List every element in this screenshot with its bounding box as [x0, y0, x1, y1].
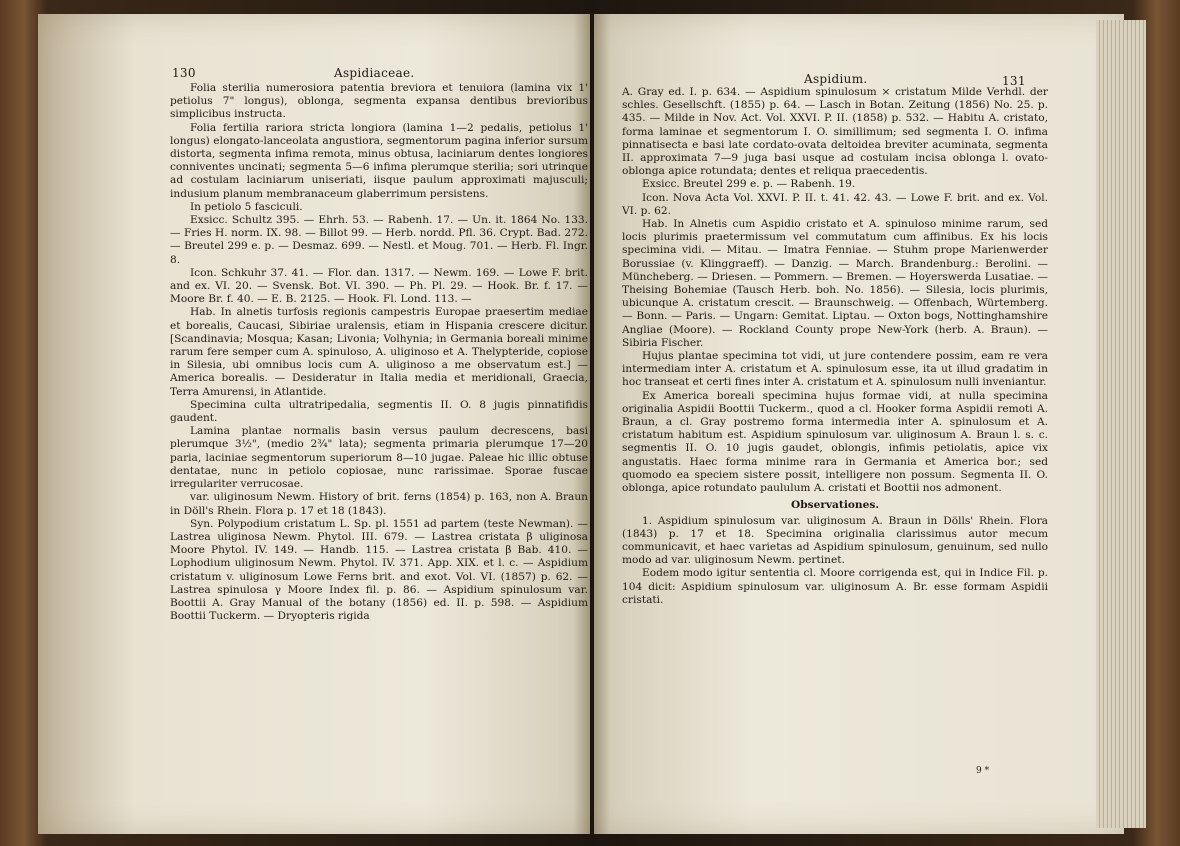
paragraph: Specimina culta ultratripedalia, segmentis II. O. 8 jugis pinnatifidis gaudent. [170, 398, 588, 425]
page-number-right: 131 [1002, 74, 1026, 88]
paragraph: Exsicc. Breutel 299 e. p. — Rabenh. 19. [642, 178, 856, 191]
paragraph: var. uliginosum Newm. History of brit. ferns (1854) p. 163, non A. Braun in Döll's Rhein. Flora p. 17 et 18 (1843). [170, 491, 588, 517]
running-title-left: Aspidiaceae. [334, 66, 415, 80]
paragraph: Folia fertilia rariora stricta longiora (lamina 1—2 pedalis, petiolus 1' longus) elongato-lanceolata angustiora, segmentorum pagina inferior sursum distorta, segmenta infima remota, minus obtusa, laciniarum dentes longiores conniventes uncinati; segmenta 5—6 infima plerumque sterilia; sori utrinque ad costulam laciniarum uniseriati, iisque paulum approximati majusculi; indusium planum membranaceum glaberrimum persistens. [170, 121, 588, 200]
paragraph: Hab. In alnetis turfosis regionis campestris Europae praesertim mediae et borealis, Caucasi, Sibiriae uralensis, etiam in Hispania crescere dicitur. [Scandinavia; Mosqua; Kasan; Livonia; Volhynia; in Germania boreali minime rarum fere semper cum A. spinuloso, A. uliginoso et A. Thelypteride, copiose in Silesia, ubi omnibus locis cum A. uliginoso a me observatum est.] — America borealis. — Desideratur in Italia media et meridionali, Graecia, Terra Amurensi, in Atlantide. [170, 306, 588, 398]
paragraph: In petiolo 5 fasciculi. [190, 200, 303, 213]
paragraph: Icon. Nova Acta Vol. XXVI. P. II. t. 41. 42. 43. — Lowe F. brit. and ex. Vol. VI. p. 62. [622, 191, 1048, 217]
paragraph: Lamina plantae normalis basin versus paulum decrescens, basi plerumque 3½", (medio 2¾" lata); segmenta primaria plerumque 17—20 paria, laciniae segmentorum superiorum 8—10 jugae. Paleae hic illic obtuse dentatae, nunc in petiolo copiosae, nunc rarissimae. Sporae fuscae irregulariter verrucosae. [170, 425, 588, 491]
paragraph: Hujus plantae specimina tot vidi, ut jure contendere possim, eam re vera intermediam inter A. cristatum et A. spinulosum esse, ita ut illud gradatim in hoc transeat et certi fines inter A. cristatum et A. spinulosum nulli inveniantur. [622, 350, 1048, 389]
observation: Eodem modo igitur sententia cl. Moore corrigenda est, qui in Indice Fil. p. 104 dicit: Aspidium spinulosum var. uliginosum A. Br. esse formam Aspidii cristati. [622, 567, 1048, 606]
paragraph: Exsicc. Schultz 395. — Ehrh. 53. — Rabenh. 17. — Un. it. 1864 No. 133. — Fries H. norm. IX. 98. — Billot 99. — Herb. nordd. Pfl. 36. Crypt. Bad. 272. — Breutel 299 e. p. — Desmaz. 699. — Nestl. et Moug. 701. — Herb. Fl. Ingr. 8. [170, 214, 588, 266]
paragraph: Hab. In Alnetis cum Aspidio cristato et A. spinuloso minime rarum, sed locis plurimis praetermissum vel commutatum cum affinibus. Ex his locis specimina vidi. — Mitau. — Imatra Fenniae. — Stuhm prope Marienwerder Borussiae (v. Klinggraeff). — Danzig. — March. Brandenburg.: Berolini. — Müncheberg. — Driesen. — Pommern. — Bremen. — Hoyerswerda Lusatiae. — Theising Bohemiae (Tausch Herb. boh. No. 1856). — Silesia, locis plurimis, ubicunque A. cristatum crescit. — Braunschweig. — Offenbach, Würtemberg. — Bonn. — Paris. — Ungarn: Gemitat. Liptau. — Oxton bogs, Nottinghamshire Angliae (Moore). — Rockland County prope New-York (herb. A. Braun). — Sibiria Fischer. [622, 218, 1048, 349]
left-page [38, 14, 590, 834]
page-number-left: 130 [172, 66, 196, 80]
paragraph: Folia sterilia numerosiora patentia breviora et tenuiora (lamina vix 1' petiolus 7" longus), oblonga, segmenta expansa dentibus brevioribus simplicibus instructa. [170, 82, 588, 121]
paragraph: Ex America boreali specimina hujus formae vidi, at nulla specimina originalia Aspidii Boottii Tuckerm., quod a cl. Hooker forma Aspidii remoti A. Braun, a cl. Gray postremo forma intermedia inter A. spinulosum et A. cristatum habitum est. Aspidium spinulosum var. uliginosum A. Braun l. s. c. segmentis II. O. 10 jugis gaudet, oblongis, infimis petiolatis, apice vix angustatis. Haec forma minime rara in Germania et America bor.; sed quomodo ea speciem sistere possit, intelligere non possum. Segmenta II. O. oblonga, apice rotundato paululum A. cristati et Boottii nos admonent. [622, 389, 1048, 495]
right-body [622, 86, 1048, 607]
page-edges [1096, 20, 1146, 828]
paragraph: A. Gray ed. I. p. 634. — Aspidium spinulosum × cristatum Milde Verhdl. der schles. Gesellschft. (1855) p. 64. — Lasch in Botan. Zeitung (1856) No. 25. p. 435. — Milde in Nov. Act. Vol. XXVI. P. II. (1858) p. 532. — Habitu A. cristato, forma laminae et segmentorum I. O. simillimum; sed segmenta I. O. infima pinnatisecta e basi late cordato-ovata deltoidea breviter acuminata, segmenta II. approximata 7—9 juga basi usque ad costulam incisa oblonga l. ovato-oblonga apice rotundata; dentes et reliqua praecedentis. [622, 86, 1048, 178]
observation: 1. Aspidium spinulosum var. uliginosum A. Braun in Dölls' Rhein. Flora (1843) p. 17 et 18. Specimina originalia clarissimus autor mecum communicavit, et haec varietas ad Aspidium spinulosum, genuinum, sed nullo modo ad var. uliginosum Newm. pertinet. [622, 514, 1048, 567]
paragraph: Syn. Polypodium cristatum L. Sp. pl. 1551 ad partem (teste Newman). — Lastrea uliginosa Newm. Phytol. III. 679. — Lastrea cristata β uliginosa Moore Phytol. IV. 149. — Handb. 115. — Lastrea cristata β Bab. 410. — Lophodium uliginosum Newm. Phytol. IV. 371. App. XIX. et l. c. — Aspidium cristatum v. uliginosum Lowe Ferns brit. and exot. Vol. VI. (1857) p. 62. — Lastrea spinulosa γ Moore Index fil. p. 86. — Aspidium spinulosum var. Boottii A. Gray Manual of the botany (1856) ed. II. p. 598. — Aspidium Boottii Tuckerm. — Dryopteris rigida [170, 517, 588, 623]
page-shadow [38, 14, 134, 834]
right-page [594, 14, 1124, 834]
paragraph: Icon. Schkuhr 37. 41. — Flor. dan. 1317. — Newm. 169. — Lowe F. brit. and ex. VI. 20. — Svensk. Bot. VI. 390. — Ph. Pl. 29. — Hook. Br. f. 17. — Moore Br. f. 40. — E. B. 2125. — Hook. Fl. Lond. 113. — [170, 266, 588, 306]
running-title-right: Aspidium. [804, 72, 868, 86]
left-body [170, 82, 588, 623]
section-heading: Observationes. [790, 499, 880, 512]
signature-mark: 9 * [976, 766, 990, 776]
